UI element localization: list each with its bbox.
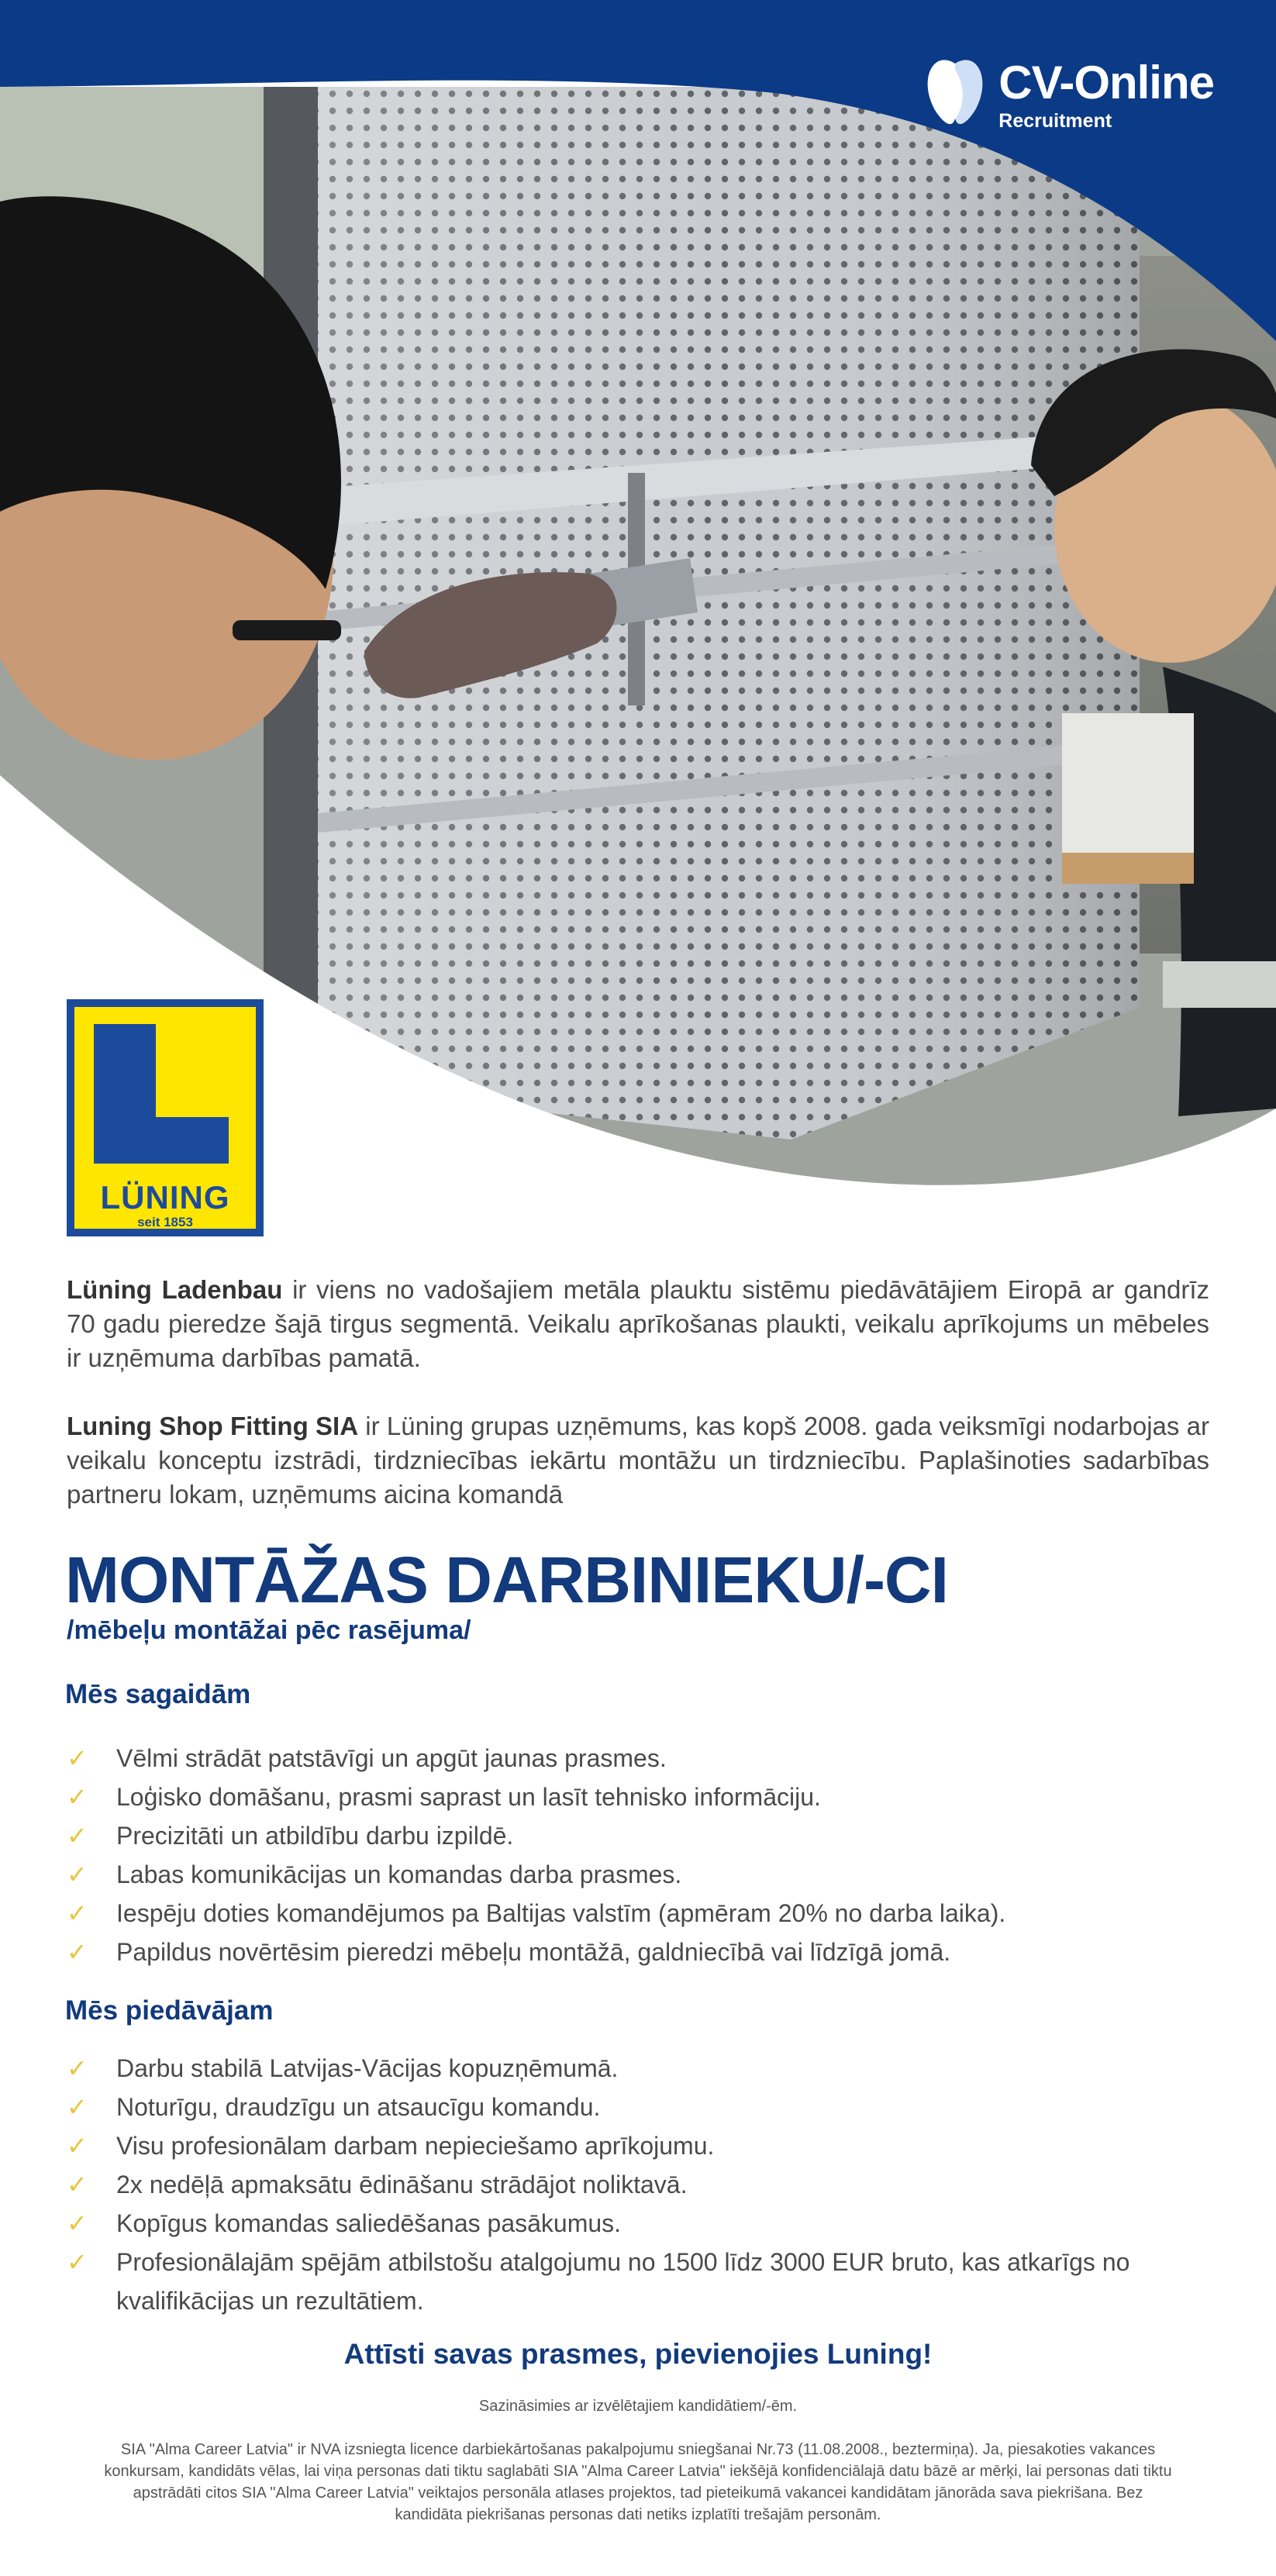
list-item-text: Vēlmi strādāt patstāvīgi un apgūt jaunas prasmes. (116, 1744, 667, 1772)
check-icon: ✓ (67, 2093, 88, 2121)
check-icon: ✓ (67, 1938, 88, 1966)
call-to-action: Attīsti savas prasmes, pievienojies Luning! (343, 2338, 933, 2370)
brand-sub: Recruitment (998, 110, 1112, 132)
list-item (67, 1933, 1209, 1971)
list-item (67, 1894, 1209, 1933)
list-item (67, 2165, 1209, 2204)
brand-name: CV-Online (998, 57, 1214, 109)
offer-list (67, 2049, 1209, 2320)
list-item (67, 2204, 1209, 2243)
check-icon: ✓ (67, 1744, 88, 1772)
company-name: Lüning Ladenbau (67, 1275, 283, 1304)
list-item (67, 2049, 1209, 2088)
list-item (67, 1739, 1209, 1778)
requirements-heading: Mēs sagaidām (65, 1679, 251, 1709)
list-item-text: Profesionālajām spējām atbilstošu atalgojumu no 1500 līdz 3000 EUR bruto, kas atkarīgs no kvalifikācijas un rezultātiem. (116, 2248, 1130, 2315)
check-icon: ✓ (67, 2132, 88, 2160)
list-item-text: Kopīgus komandas saliedēšanas pasākumus. (116, 2209, 622, 2237)
intro-paragraph-2-block (67, 1409, 1209, 1512)
intro-paragraph-2 (67, 1409, 1209, 1512)
list-item-text: Loģisko domāšanu, prasmi saprast un lasīt tehnisko informāciju. (116, 1783, 821, 1811)
list-item (67, 1816, 1209, 1855)
list-item-text: Darbu stabilā Latvijas-Vācijas kopuzņēmumā. (116, 2054, 619, 2082)
intro-text: ir viens no vadošajiem metāla plauktu sistēmu piedāvātājiem Eiropā ar gandrīz 70 gadu pieredze šajā tirgus segmentā. Veikalu aprīkošanas plaukti, veikalu aprīkojums un mēbeles ir uzņēmuma darbības pamatā. (67, 1275, 1209, 1372)
list-item (67, 2243, 1209, 2320)
check-icon: ✓ (67, 2248, 88, 2276)
luning-logo (67, 999, 264, 1236)
luning-wordmark: LÜNING (100, 1179, 230, 1216)
intro-paragraph-1-block (67, 1273, 1209, 1375)
check-icon: ✓ (67, 1783, 88, 1811)
check-icon: ✓ (67, 1860, 88, 1888)
list-item-text: Papildus novērtēsim pieredzi mēbeļu montāžā, galdniecībā vai līdzīgā jomā. (116, 1938, 951, 1966)
cv-online-logo[interactable] (918, 56, 1214, 132)
list-item-text: Precizitāti un atbildību darbu izpildē. (116, 1822, 514, 1850)
luning-l-mark-foot (94, 1117, 229, 1164)
requirements-list (67, 1739, 1209, 1971)
legal-disclaimer: SIA "Alma Career Latvia" ir NVA izsniegta licence darbiekārtošanas pakalpojumu sniegšanai Nr.73 (11.08.2008., beztermiņa). Ja, piesakoties vakances konkursam, kandidāts vēlas, lai viņa personas dati tiktu saglabāti SIA "Alma Career Latvia" iekšējā konfidenciālajā datu bāzē ar mērķi, lai personas dati tiktu apstrādāti citos SIA "Alma Career Latvia" veiktajos personāla atlases projektos, tad pieteikumā vakancei kandidātam jānorāda sava piekrišana. Bez kandidāta piekrišanas personas dati netiks izplatīti trešajām personām. (104, 2441, 1172, 2523)
list-item-text: Noturīgu, draudzīgu un atsaucīgu komandu. (116, 2093, 601, 2121)
list-item (67, 2126, 1209, 2165)
list-item-text: 2x nedēļā apmaksātu ēdināšanu strādājot noliktavā. (116, 2171, 688, 2198)
intro-paragraph-1 (67, 1273, 1209, 1375)
luning-since: seit 1853 (137, 1215, 193, 1229)
check-icon: ✓ (67, 2171, 88, 2198)
company-name: Luning Shop Fitting SIA (67, 1412, 359, 1440)
intro-text: ir Lüning grupas uzņēmums, kas kopš 2008. gada veiksmīgi nodarbojas ar veikalu konceptu izstrādi, tirdzniecības iekārtu montāžu un tirdzniecību. Paplašinoties sadarbības partneru lokam, uzņēmums aicina komandā (67, 1412, 1209, 1509)
job-title: MONTĀŽAS DARBINIEKU/-CI (65, 1543, 948, 1616)
contact-note: Sazināsimies ar izvēlētajiem kandidātiem/-ēm. (478, 2398, 798, 2415)
list-item (67, 1855, 1209, 1894)
check-icon: ✓ (67, 1822, 88, 1850)
check-icon: ✓ (67, 2054, 88, 2082)
list-item-text: Iespēju doties komandējumos pa Baltijas valstīm (apmēram 20% no darba laika). (116, 1899, 1006, 1927)
check-icon: ✓ (67, 1899, 88, 1927)
list-item (67, 2088, 1209, 2126)
list-item-text: Visu profesionālam darbam nepieciešamo aprīkojumu. (116, 2132, 715, 2160)
list-item (67, 1778, 1209, 1816)
offer-heading: Mēs piedāvājam (65, 1995, 274, 2026)
job-subtitle: /mēbeļu montāžai pēc rasējuma/ (67, 1616, 471, 1645)
cv-online-logo-icon (918, 56, 992, 130)
check-icon: ✓ (67, 2209, 88, 2237)
list-item-text: Labas komunikācijas un komandas darba prasmes. (116, 1860, 682, 1888)
luning-logo-field (74, 1007, 256, 1229)
